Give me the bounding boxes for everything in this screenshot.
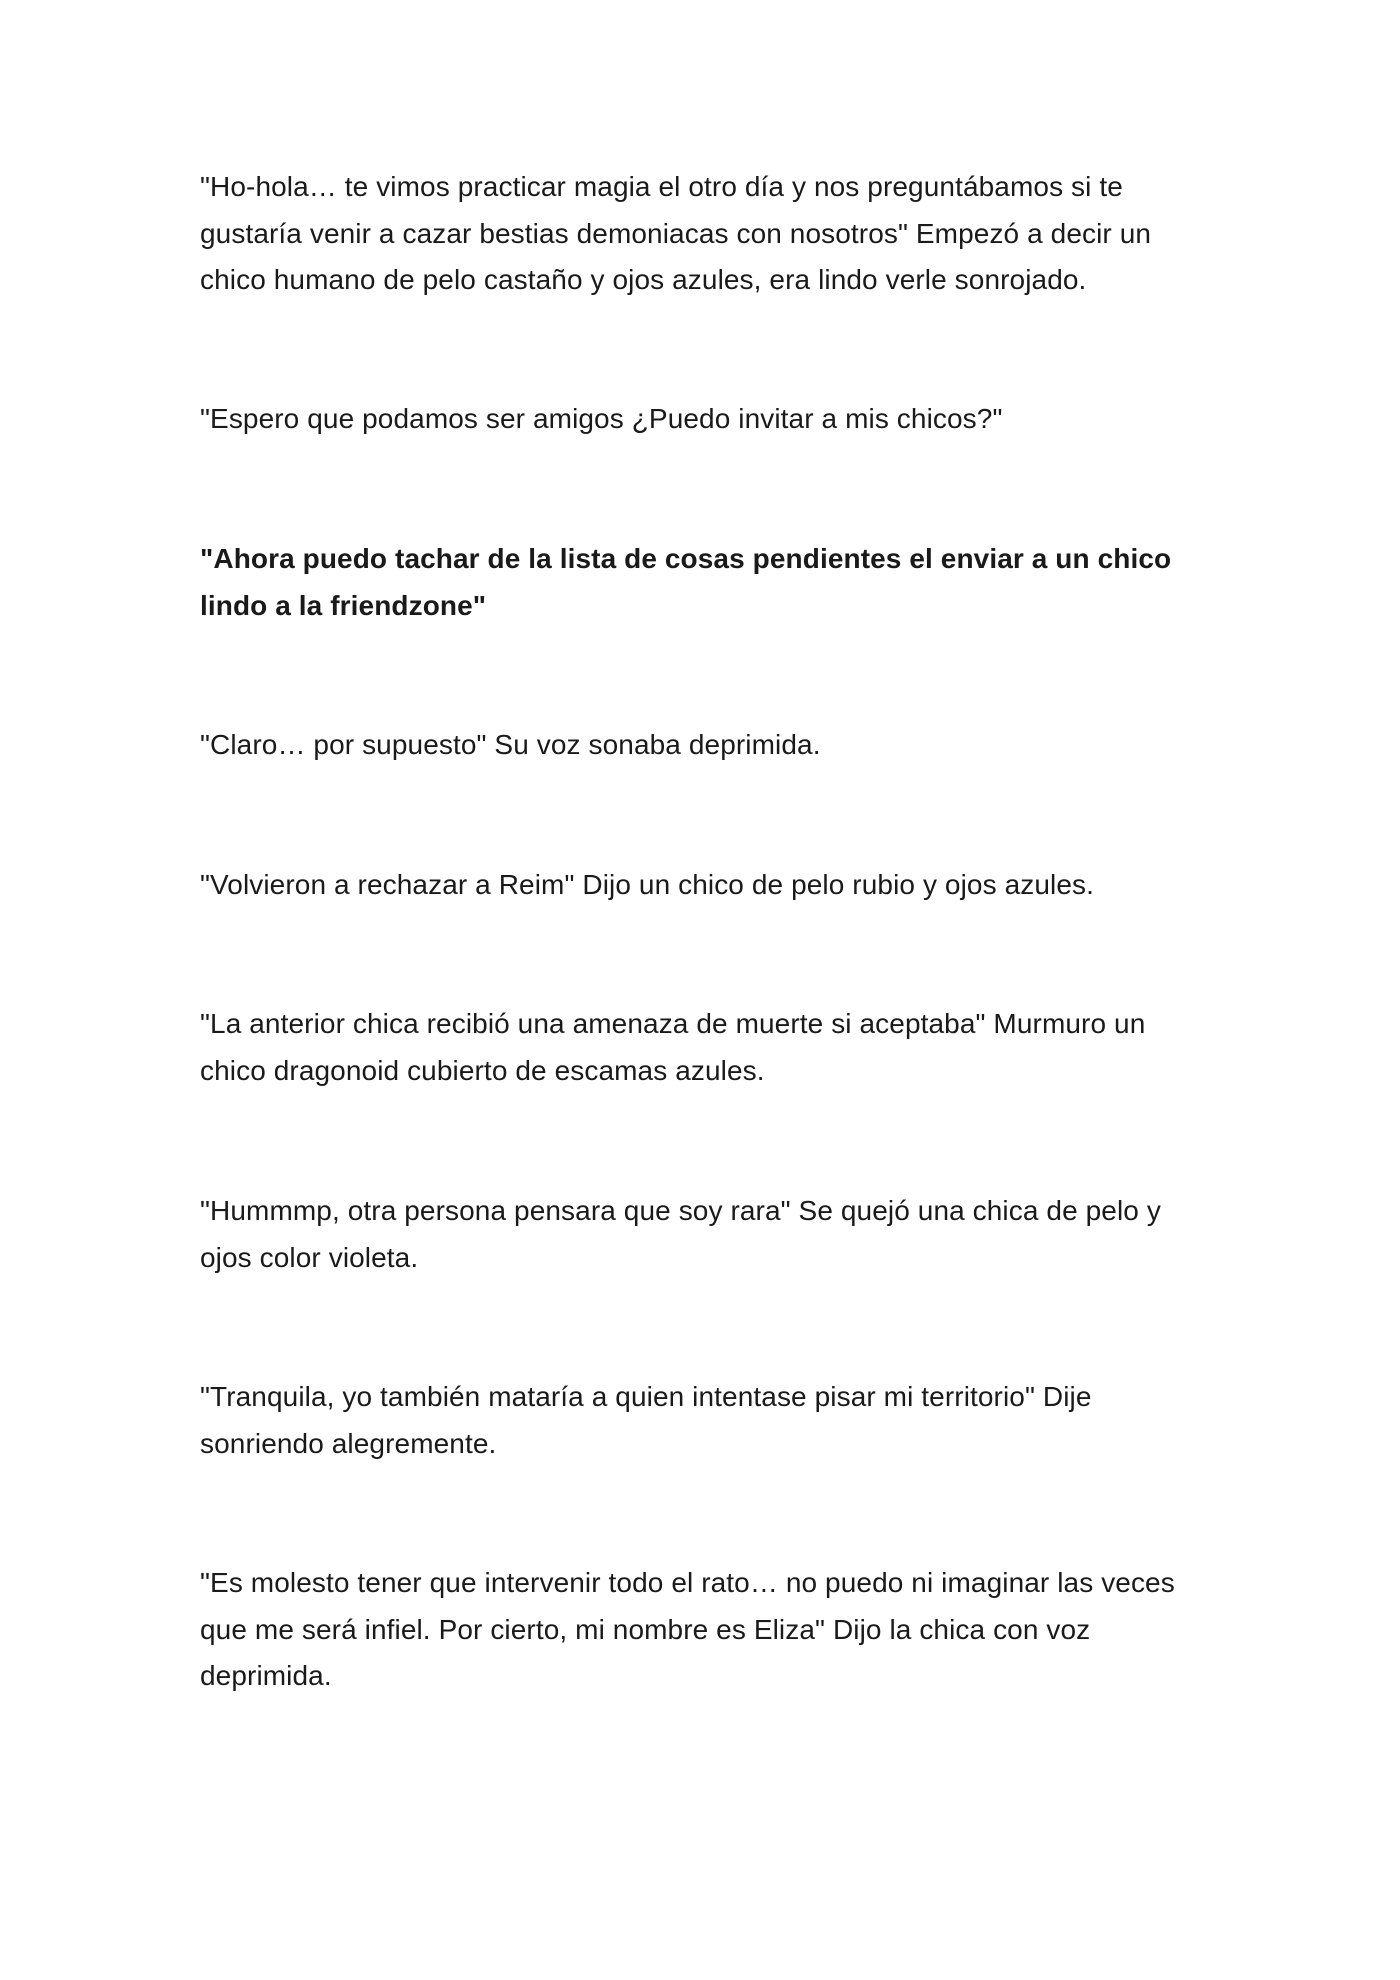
paragraph-9: "Es molesto tener que intervenir todo el rato… no puedo ni imaginar las veces que me será infiel. Por cierto, mi nombre es Eliza" Dijo la chica con voz deprimida.: [200, 1567, 1175, 1691]
paragraph-3: "Ahora puedo tachar de la lista de cosas pendientes el enviar a un chico lindo a la friendzone": [200, 543, 1172, 621]
paragraph-8: "Tranquila, yo también mataría a quien intentase pisar mi territorio" Dije sonriendo alegremente.: [200, 1381, 1092, 1459]
paragraph-6: "La anterior chica recibió una amenaza de muerte si aceptaba" Murmuro un chico dragonoid cubierto de escamas azules.: [200, 1008, 1146, 1086]
paragraph-5: "Volvieron a rechazar a Reim" Dijo un chico de pelo rubio y ojos azules.: [200, 869, 1094, 900]
paragraph-7: "Hummmp, otra persona pensara que soy rara" Se quejó una chica de pelo y ojos color violeta.: [200, 1195, 1161, 1273]
paragraph-2: "Espero que podamos ser amigos ¿Puedo invitar a mis chicos?": [200, 403, 1003, 434]
paragraph-1: "Ho-hola… te vimos practicar magia el otro día y nos preguntábamos si te gustaría venir a cazar bestias demoniacas con nosotros" Empezó a decir un chico humano de pelo castaño y ojos azules, era lindo verle sonrojado.: [200, 171, 1152, 295]
paragraph-4: "Claro… por supuesto" Su voz sonaba deprimida.: [200, 729, 821, 760]
